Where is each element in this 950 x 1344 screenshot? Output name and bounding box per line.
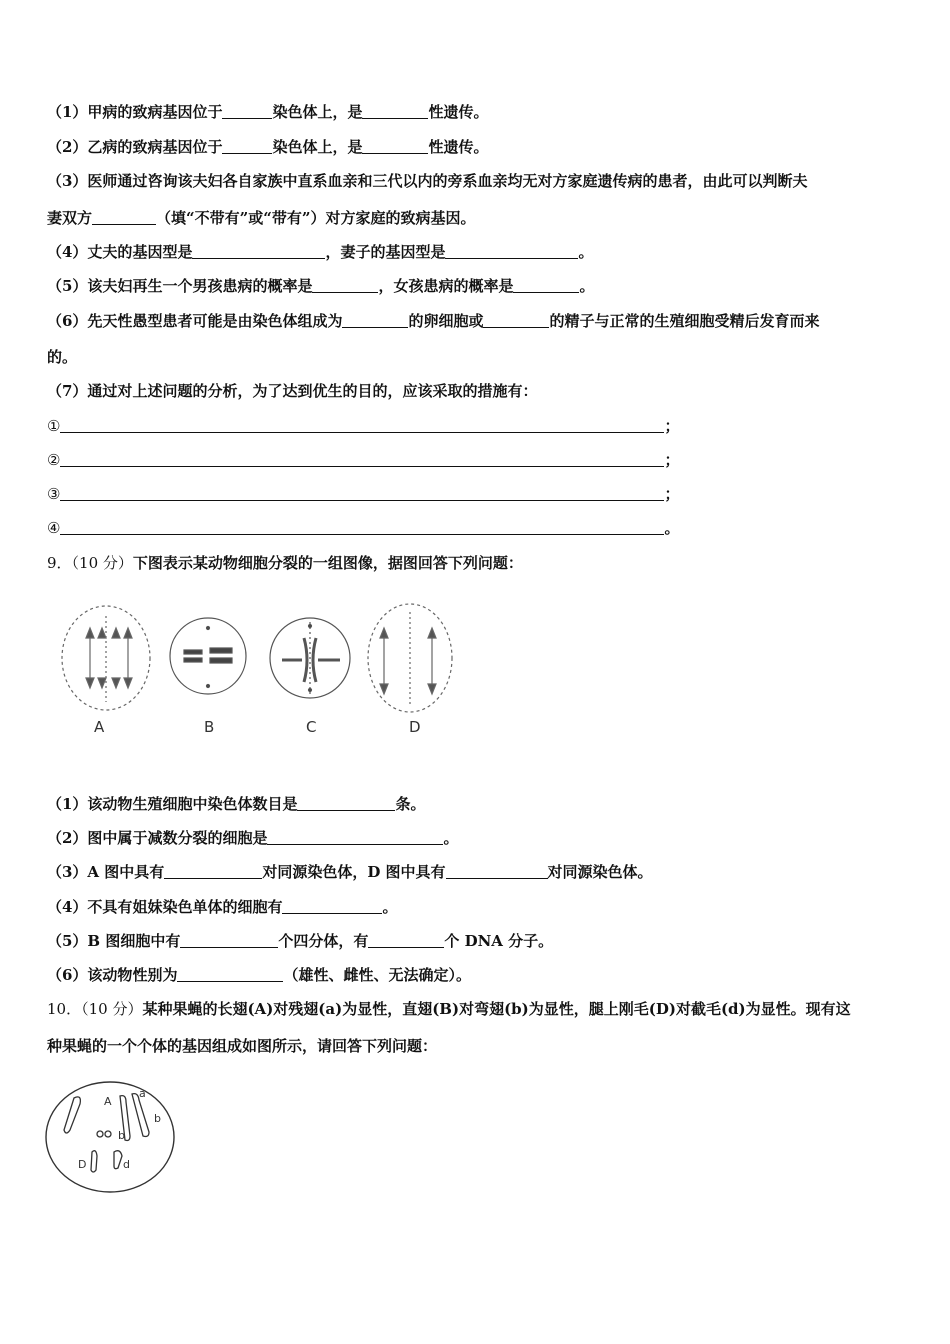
q9-part6: （6）该动物性别为 （雄性、雌性、无法确定）。: [47, 966, 471, 984]
q10-stem-line2: 种果蝇的一个个体的基因组成如图所示，请回答下列问题：: [47, 1037, 438, 1055]
cell-b-drawing: [170, 618, 246, 694]
q9-stem: 9．（10 分）下图表示某动物细胞分裂的一组图像，据图回答下列问题：: [47, 554, 523, 572]
answer-blank[interactable]: [446, 862, 548, 879]
answer-blank[interactable]: [180, 931, 278, 948]
q8-part6-line1: （6）先天性愚型患者可能是由染色体组成为 的卵细胞或 的精子与正常的生殖细胞受精后发育而来: [47, 312, 820, 330]
gene-label-D: D: [78, 1158, 87, 1171]
measure-line-3: ③ ；: [47, 485, 680, 503]
gene-label-A: A: [104, 1095, 112, 1108]
answer-blank[interactable]: [282, 897, 382, 914]
answer-blank[interactable]: [60, 518, 664, 535]
q9-part1: （1）该动物生殖细胞中染色体数目是 条。: [47, 795, 426, 813]
answer-blank[interactable]: [222, 137, 272, 154]
q8-part2: （2）乙病的致病基因位于 染色体上，是 性遗传。: [47, 138, 489, 156]
answer-blank[interactable]: [362, 102, 428, 119]
cell-a-drawing: [62, 606, 150, 710]
q9-part4: （4）不具有姐妹染色单体的细胞有 。: [47, 898, 398, 916]
q8-part4: （4）丈夫的基因型是 ，妻子的基因型是 。: [47, 243, 594, 261]
q8-part5: （5）该夫妇再生一个男孩患病的概率是 ，女孩患病的概率是 。: [47, 277, 595, 295]
answer-blank[interactable]: [60, 416, 664, 433]
answer-blank[interactable]: [312, 276, 378, 293]
answer-blank[interactable]: [368, 931, 444, 948]
q8-part1: （1）甲病的致病基因位于 染色体上，是 性遗传。: [47, 103, 489, 121]
answer-blank[interactable]: [342, 311, 408, 328]
answer-blank[interactable]: [483, 311, 549, 328]
answer-blank[interactable]: [60, 484, 664, 501]
gene-label-a: a: [139, 1087, 146, 1100]
figure-label-b: B: [204, 718, 215, 736]
q8-part6-line2: 的。: [47, 348, 78, 366]
q10-stem-line1: 10．（10 分）某种果蝇的长翅(A)对残翅(a)为显性，直翅(B)对弯翅(b)为显性，腿上刚毛(D)对截毛(d)为显性。现有这: [47, 1000, 851, 1018]
answer-blank[interactable]: [164, 862, 262, 879]
answer-blank[interactable]: [297, 794, 395, 811]
measure-line-2: ② ；: [47, 451, 680, 469]
answer-blank[interactable]: [222, 102, 272, 119]
answer-blank[interactable]: [513, 276, 579, 293]
cell-c-drawing: [270, 618, 350, 698]
cell-division-figure: [58, 598, 468, 744]
q8-part7: （7）通过对上述问题的分析，为了达到优生的目的，应该采取的措施有：: [47, 382, 538, 400]
answer-blank[interactable]: [92, 208, 156, 225]
gene-label-b: b: [154, 1112, 161, 1125]
q9-part2: （2）图中属于减数分裂的细胞是 。: [47, 829, 459, 847]
measure-line-1: ① ；: [47, 417, 680, 435]
figure-label-c: C: [306, 718, 317, 736]
cell-d-drawing: [368, 604, 452, 712]
q8-part3-line1: （3）医师通过咨询该夫妇各自家族中直系血亲和三代以内的旁系血亲均无对方家庭遗传病的患者，由此可以判断夫: [47, 172, 808, 190]
answer-blank[interactable]: [177, 965, 283, 982]
answer-blank[interactable]: [445, 242, 578, 259]
gene-label-b-2: b: [118, 1129, 125, 1142]
answer-blank[interactable]: [267, 828, 443, 845]
answer-blank[interactable]: [362, 137, 428, 154]
figure-label-d: D: [409, 718, 421, 736]
figure-label-a: A: [94, 718, 105, 736]
q9-part5: （5）B 图细胞中有 个四分体，有 个 DNA 分子。: [47, 932, 554, 950]
q8-part3-line2: 妻双方 （填“不带有”或“带有”）对方家庭的致病基因。: [47, 209, 476, 227]
measure-line-4: ④ 。: [47, 519, 680, 537]
answer-blank[interactable]: [60, 450, 664, 467]
gene-label-d: d: [123, 1158, 130, 1171]
answer-blank[interactable]: [192, 242, 325, 259]
q9-part3: （3）A 图中具有 对同源染色体，D 图中具有 对同源染色体。: [47, 863, 653, 881]
